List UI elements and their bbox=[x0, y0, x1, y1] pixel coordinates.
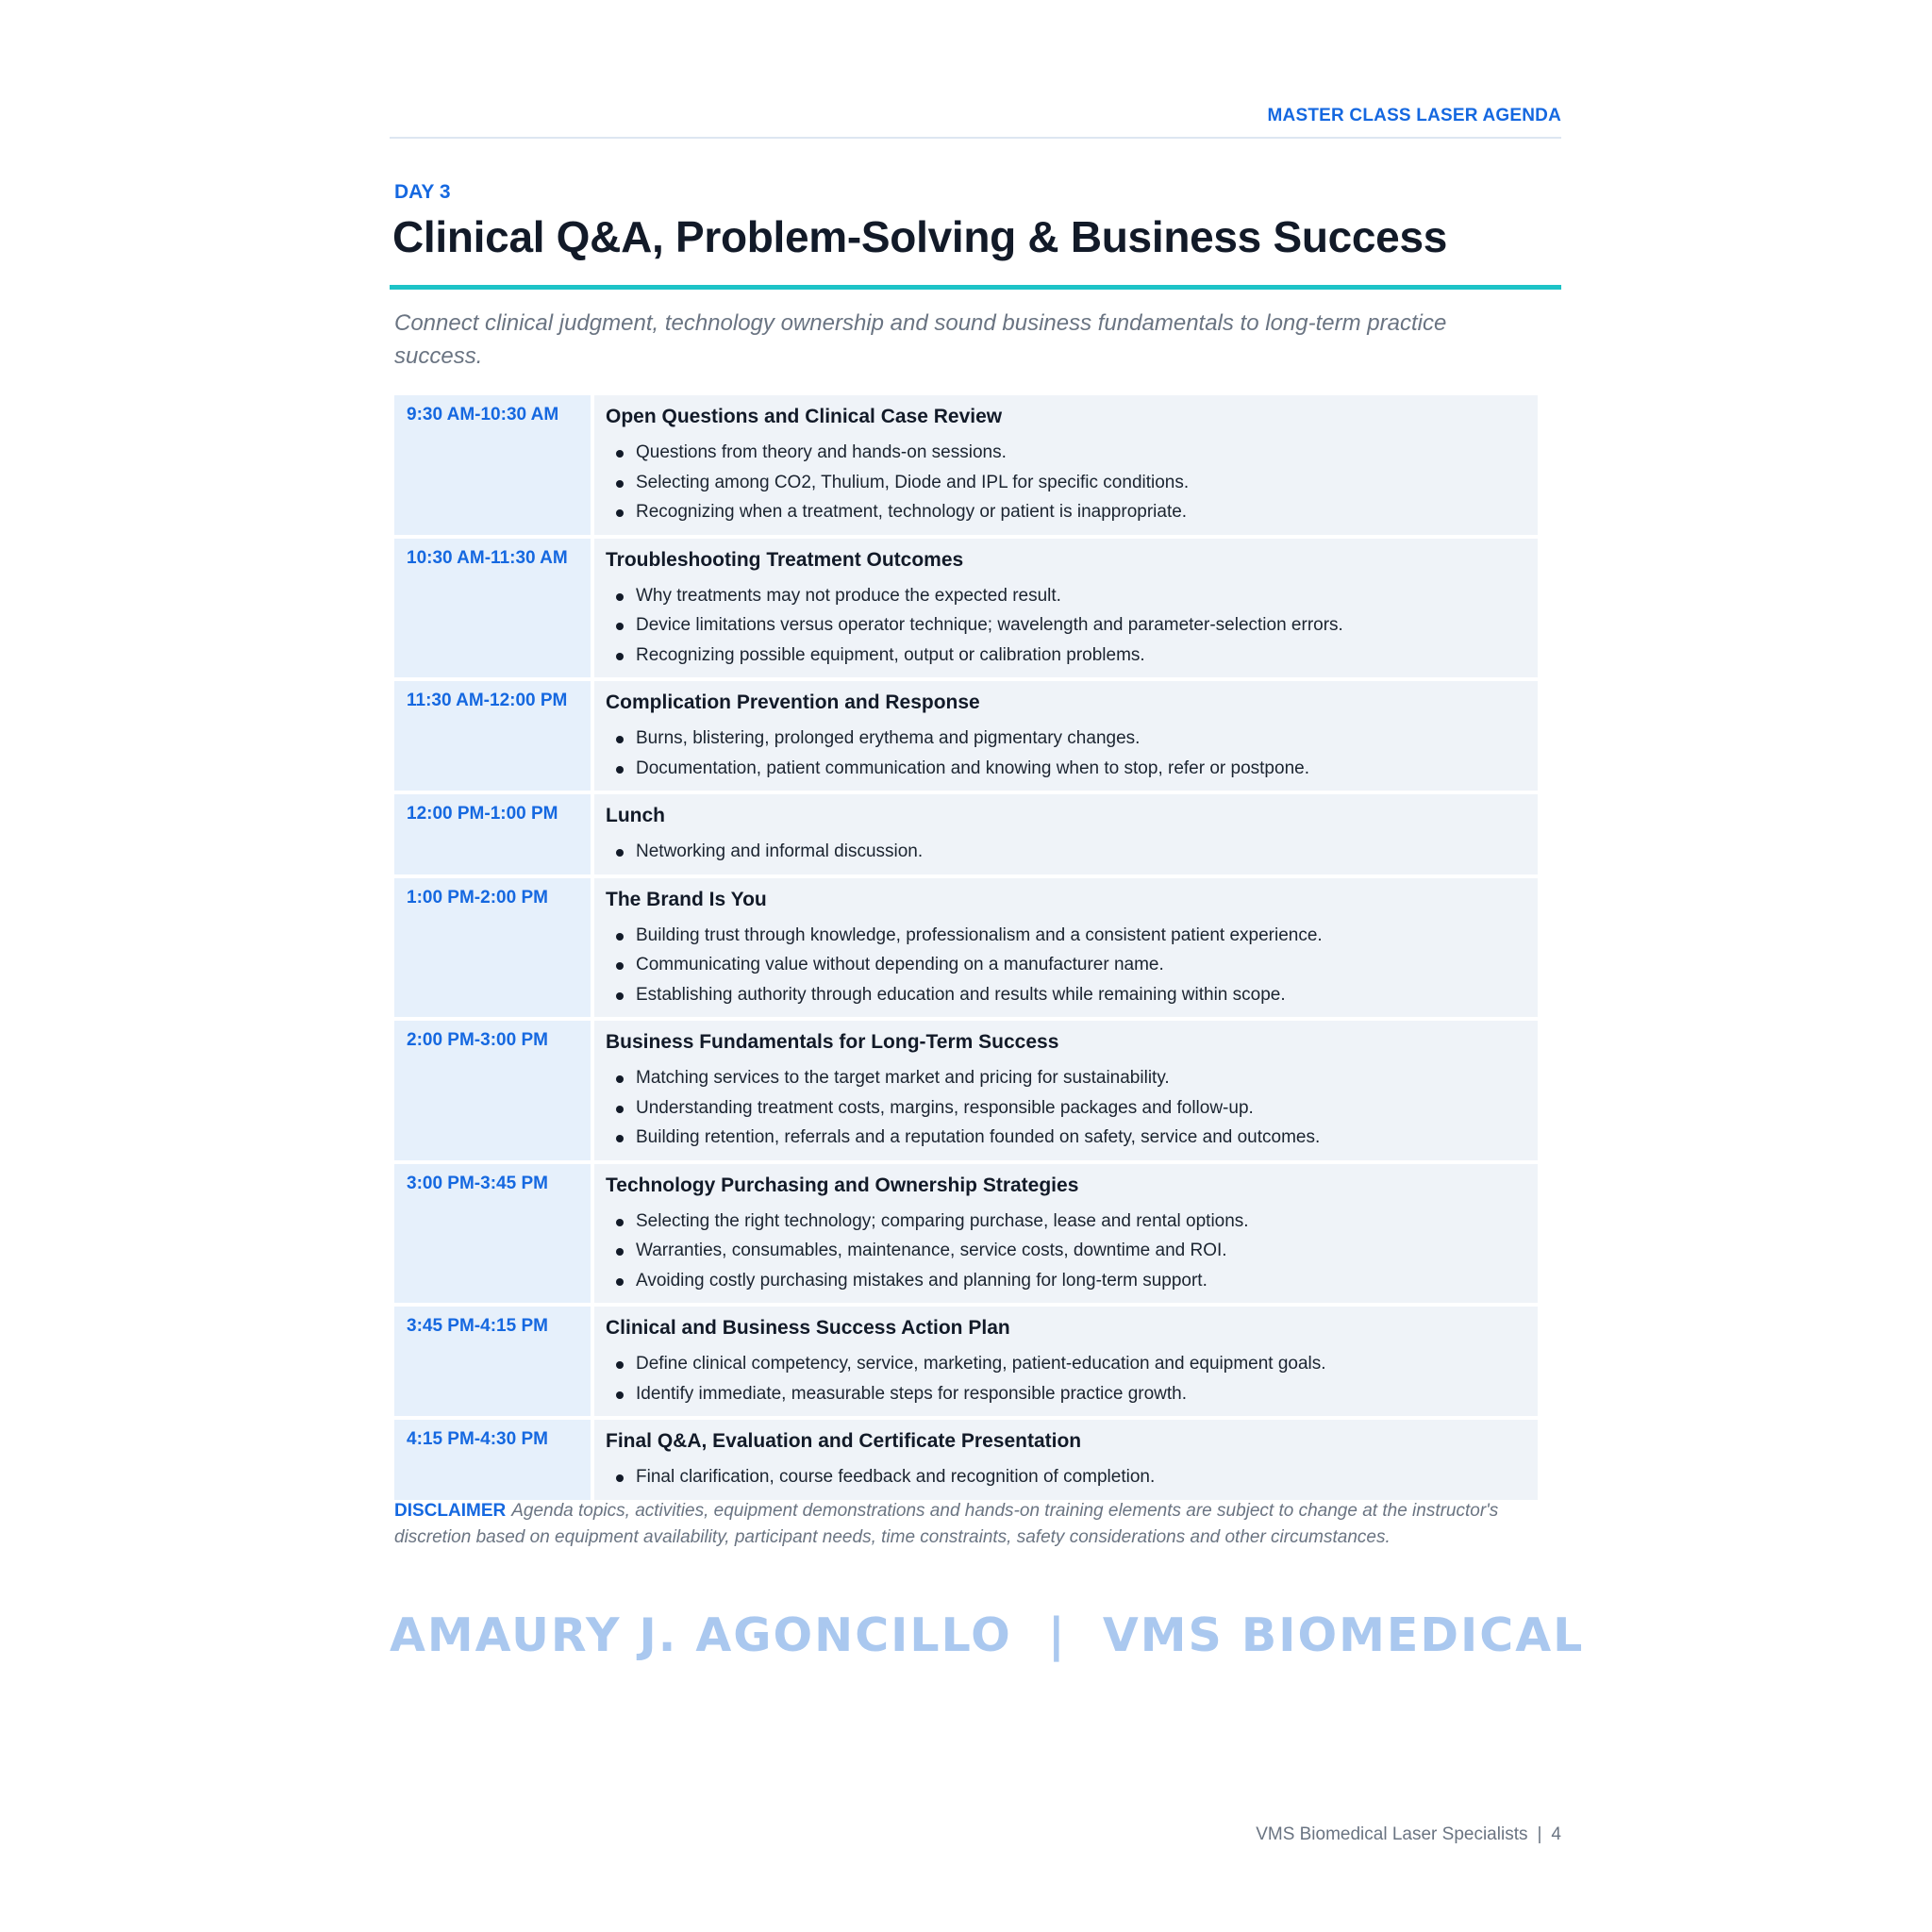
session-bullet: Avoiding costly purchasing mistakes and planning for long-term support. bbox=[606, 1266, 1524, 1296]
session-bullet: Matching services to the target market and pricing for sustainability. bbox=[606, 1063, 1524, 1093]
session-title: Clinical and Business Success Action Plan bbox=[606, 1317, 1010, 1339]
title-divider bbox=[390, 285, 1561, 290]
watermark: AMAURY J. AGONCILLO | VMS BIOMEDICAL bbox=[390, 1608, 1585, 1662]
agenda-row bbox=[394, 681, 1538, 791]
session-title: Lunch bbox=[606, 805, 665, 826]
header-divider bbox=[390, 137, 1561, 139]
session-bullet: Building trust through knowledge, professionalism and a consistent patient experience. bbox=[606, 921, 1524, 951]
session-time: 3:00 PM-3:45 PM bbox=[394, 1164, 591, 1304]
session-time: 1:00 PM-2:00 PM bbox=[394, 878, 591, 1018]
session-time: 3:45 PM-4:15 PM bbox=[394, 1307, 591, 1416]
disclaimer bbox=[394, 1498, 1526, 1551]
agenda-row bbox=[394, 1420, 1538, 1500]
session-time: 9:30 AM-10:30 AM bbox=[394, 395, 591, 535]
session-bullet: Documentation, patient communication and knowing when to stop, refer or postpone. bbox=[606, 754, 1524, 784]
agenda-row bbox=[394, 794, 1538, 874]
session-bullet-list bbox=[606, 1063, 1524, 1153]
session-time: 10:30 AM-11:30 AM bbox=[394, 539, 591, 678]
session-bullet: Building retention, referrals and a reputation founded on safety, service and outcomes. bbox=[606, 1123, 1524, 1153]
page-subtitle: Connect clinical judgment, technology ownership and sound business fundamentals to long-term practice success. bbox=[394, 310, 1447, 369]
session-bullet: Questions from theory and hands-on sessions. bbox=[606, 438, 1524, 468]
day-label: DAY 3 bbox=[394, 181, 451, 203]
session-bullet: Networking and informal discussion. bbox=[606, 837, 1524, 867]
agenda-row bbox=[394, 1021, 1538, 1160]
disclaimer-label: DISCLAIMER bbox=[394, 1501, 507, 1521]
session-bullet: Final clarification, course feedback and recognition of completion. bbox=[606, 1462, 1524, 1492]
session-content bbox=[594, 1021, 1538, 1160]
session-content bbox=[594, 794, 1538, 874]
session-bullet-list bbox=[606, 1349, 1524, 1408]
session-content bbox=[594, 1164, 1538, 1304]
agenda-row bbox=[394, 1307, 1538, 1416]
footer-company: VMS Biomedical Laser Specialists bbox=[1256, 1824, 1528, 1844]
footer-separator: | bbox=[1537, 1824, 1542, 1844]
session-bullet: Understanding treatment costs, margins, responsible packages and follow-up. bbox=[606, 1093, 1524, 1124]
session-bullet-list bbox=[606, 921, 1524, 1010]
session-bullet-list bbox=[606, 1207, 1524, 1296]
session-bullet-list bbox=[606, 438, 1524, 527]
agenda-row bbox=[394, 395, 1538, 535]
session-bullet: Why treatments may not produce the expected result. bbox=[606, 581, 1524, 611]
session-bullet: Selecting the right technology; comparing purchase, lease and rental options. bbox=[606, 1207, 1524, 1237]
session-bullet: Establishing authority through education and results while remaining within scope. bbox=[606, 980, 1524, 1010]
session-title: Open Questions and Clinical Case Review bbox=[606, 406, 1003, 427]
running-header: MASTER CLASS LASER AGENDA bbox=[1267, 106, 1561, 125]
agenda-row bbox=[394, 1164, 1538, 1304]
session-bullet: Warranties, consumables, maintenance, service costs, downtime and ROI. bbox=[606, 1236, 1524, 1266]
session-title: The Brand Is You bbox=[606, 888, 767, 910]
session-bullet: Selecting among CO2, Thulium, Diode and IPL for specific conditions. bbox=[606, 468, 1524, 498]
session-bullet: Define clinical competency, service, marketing, patient-education and equipment goals. bbox=[606, 1349, 1524, 1379]
session-content bbox=[594, 1420, 1538, 1500]
session-bullet-list bbox=[606, 724, 1524, 783]
session-bullet: Recognizing possible equipment, output or calibration problems. bbox=[606, 641, 1524, 671]
disclaimer-text: Agenda topics, activities, equipment demonstrations and hands-on training elements are subject to change at the instructor's discretion based on equipment availability, participant needs, time constraints, safety considerations and other circumstances. bbox=[394, 1501, 1499, 1547]
session-bullet-list bbox=[606, 1462, 1524, 1492]
session-bullet-list bbox=[606, 837, 1524, 867]
session-bullet: Communicating value without depending on a manufacturer name. bbox=[606, 950, 1524, 980]
session-content bbox=[594, 395, 1538, 535]
session-title: Final Q&A, Evaluation and Certificate Presentation bbox=[606, 1430, 1082, 1452]
session-time: 12:00 PM-1:00 PM bbox=[394, 794, 591, 874]
session-title: Technology Purchasing and Ownership Strategies bbox=[606, 1174, 1079, 1196]
session-time: 2:00 PM-3:00 PM bbox=[394, 1021, 591, 1160]
agenda-row bbox=[394, 539, 1538, 678]
session-time: 4:15 PM-4:30 PM bbox=[394, 1420, 591, 1500]
session-bullet: Recognizing when a treatment, technology or patient is inappropriate. bbox=[606, 497, 1524, 527]
session-content bbox=[594, 539, 1538, 678]
session-bullet: Device limitations versus operator technique; wavelength and parameter-selection errors. bbox=[606, 610, 1524, 641]
session-bullet: Identify immediate, measurable steps for responsible practice growth. bbox=[606, 1379, 1524, 1409]
session-content bbox=[594, 878, 1538, 1018]
session-bullet: Burns, blistering, prolonged erythema and pigmentary changes. bbox=[606, 724, 1524, 754]
session-bullet-list bbox=[606, 581, 1524, 671]
page-number: 4 bbox=[1551, 1824, 1561, 1844]
page-footer bbox=[390, 1824, 1561, 1845]
session-title: Complication Prevention and Response bbox=[606, 691, 980, 713]
session-title: Business Fundamentals for Long-Term Success bbox=[606, 1031, 1059, 1053]
agenda-row bbox=[394, 878, 1538, 1018]
session-time: 11:30 AM-12:00 PM bbox=[394, 681, 591, 791]
session-content bbox=[594, 681, 1538, 791]
agenda-table bbox=[394, 395, 1538, 1504]
page-title: Clinical Q&A, Problem-Solving & Business Success bbox=[392, 212, 1448, 261]
session-content bbox=[594, 1307, 1538, 1416]
session-title: Troubleshooting Treatment Outcomes bbox=[606, 548, 964, 571]
